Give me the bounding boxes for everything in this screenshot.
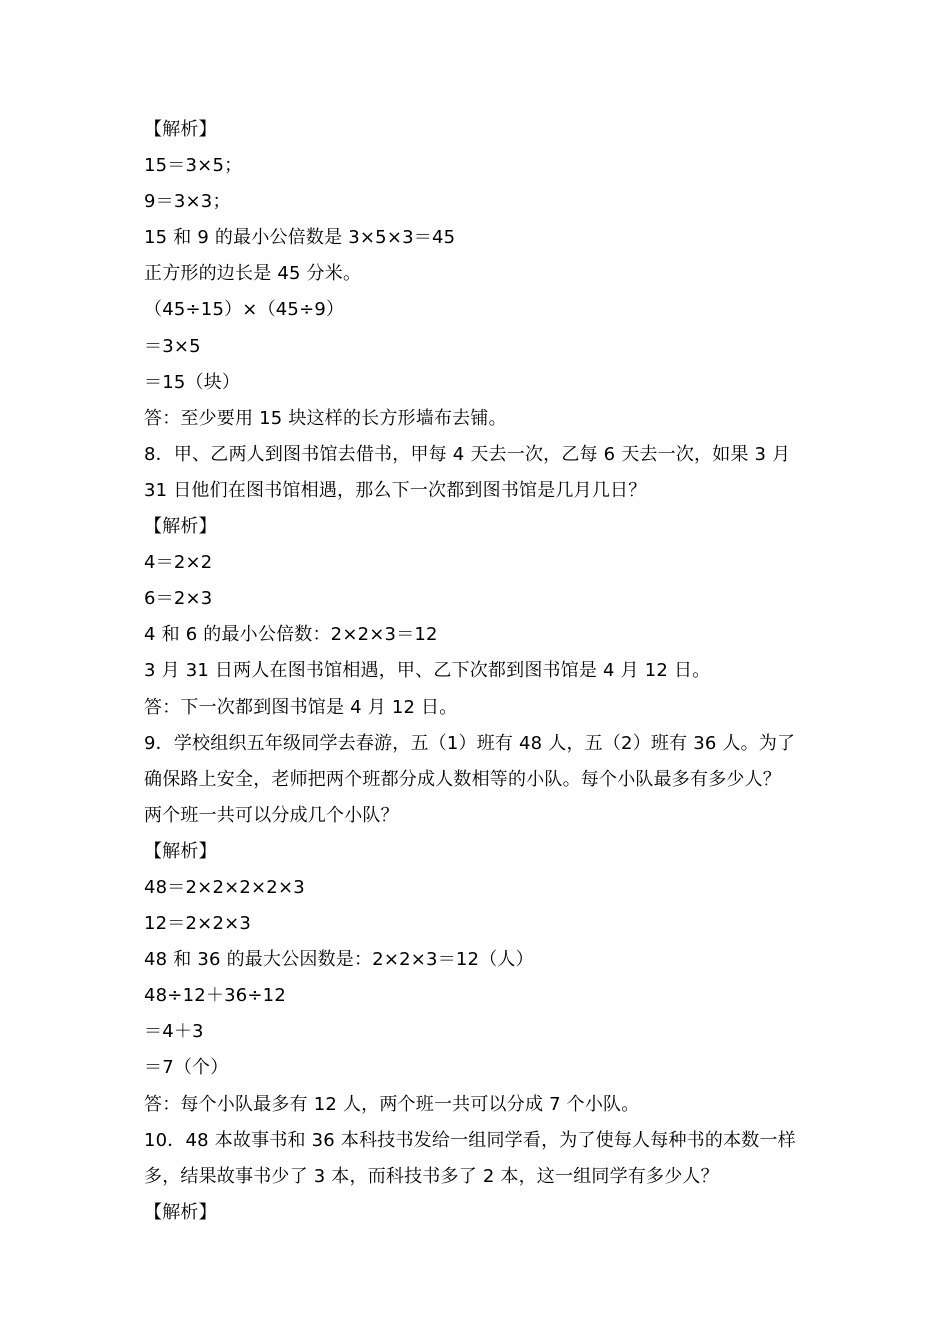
question-8-line: 8．甲、乙两人到图书馆去借书，甲每 4 天去一次，乙每 6 天去一次，如果 3 月 [144,443,791,465]
text-line: 48 和 36 的最大公因数是：2×2×3＝12（人） [144,949,534,971]
analysis-heading: 【解析】 [144,516,217,538]
question-9-line: 9．学校组织五年级同学去春游，五（1）班有 48 人，五（2）班有 36 人。为了 [144,732,796,754]
text-line: ＝4＋3 [144,1021,204,1043]
text-line: 正方形的边长是 45 分米。 [144,263,362,285]
answer-line: 答：至少要用 15 块这样的长方形墙布去铺。 [144,407,507,429]
text-line: 9＝3×3； [144,191,231,213]
text-line: （45÷15）×（45÷9） [144,299,345,321]
text-line: 3 月 31 日两人在图书馆相遇，甲、乙下次都到图书馆是 4 月 12 日。 [144,660,711,682]
question-9-line: 两个班一共可以分成几个小队？ [144,804,399,826]
text-line: ＝7（个） [144,1057,229,1079]
analysis-heading: 【解析】 [144,1201,217,1223]
text-line: 4 和 6 的最小公倍数：2×2×3＝12 [144,624,438,646]
question-9-line: 确保路上安全，老师把两个班都分成人数相等的小队。每个小队最多有多少人？ [144,768,781,790]
text-line: 4＝2×2 [144,552,213,574]
text-line: 48÷12＋36÷12 [144,985,286,1007]
answer-line: 答：下一次都到图书馆是 4 月 12 日。 [144,696,458,718]
text-line: 12＝2×2×3 [144,913,252,935]
text-line: ＝15（块） [144,371,241,393]
question-10-line: 10．48 本故事书和 36 本科技书发给一组同学看，为了使每人每种书的本数一样 [144,1129,796,1151]
text-line: ＝3×5 [144,335,201,357]
analysis-heading: 【解析】 [144,119,217,140]
text-line: 48＝2×2×2×2×3 [144,876,305,898]
answer-line: 答：每个小队最多有 12 人，两个班一共可以分成 7 个小队。 [144,1093,640,1115]
text-line: 15＝3×5； [144,155,243,177]
question-8-line: 31 日他们在图书馆相遇，那么下一次都到图书馆是几月几日？ [144,479,647,501]
question-10-line: 多，结果故事书少了 3 本，而科技书多了 2 本，这一组同学有多少人？ [144,1165,719,1187]
document-body [144,112,824,1231]
text-line: 15 和 9 的最小公倍数是 3×5×3＝45 [144,227,456,249]
analysis-heading: 【解析】 [144,840,217,862]
text-line: 6＝2×3 [144,588,213,610]
